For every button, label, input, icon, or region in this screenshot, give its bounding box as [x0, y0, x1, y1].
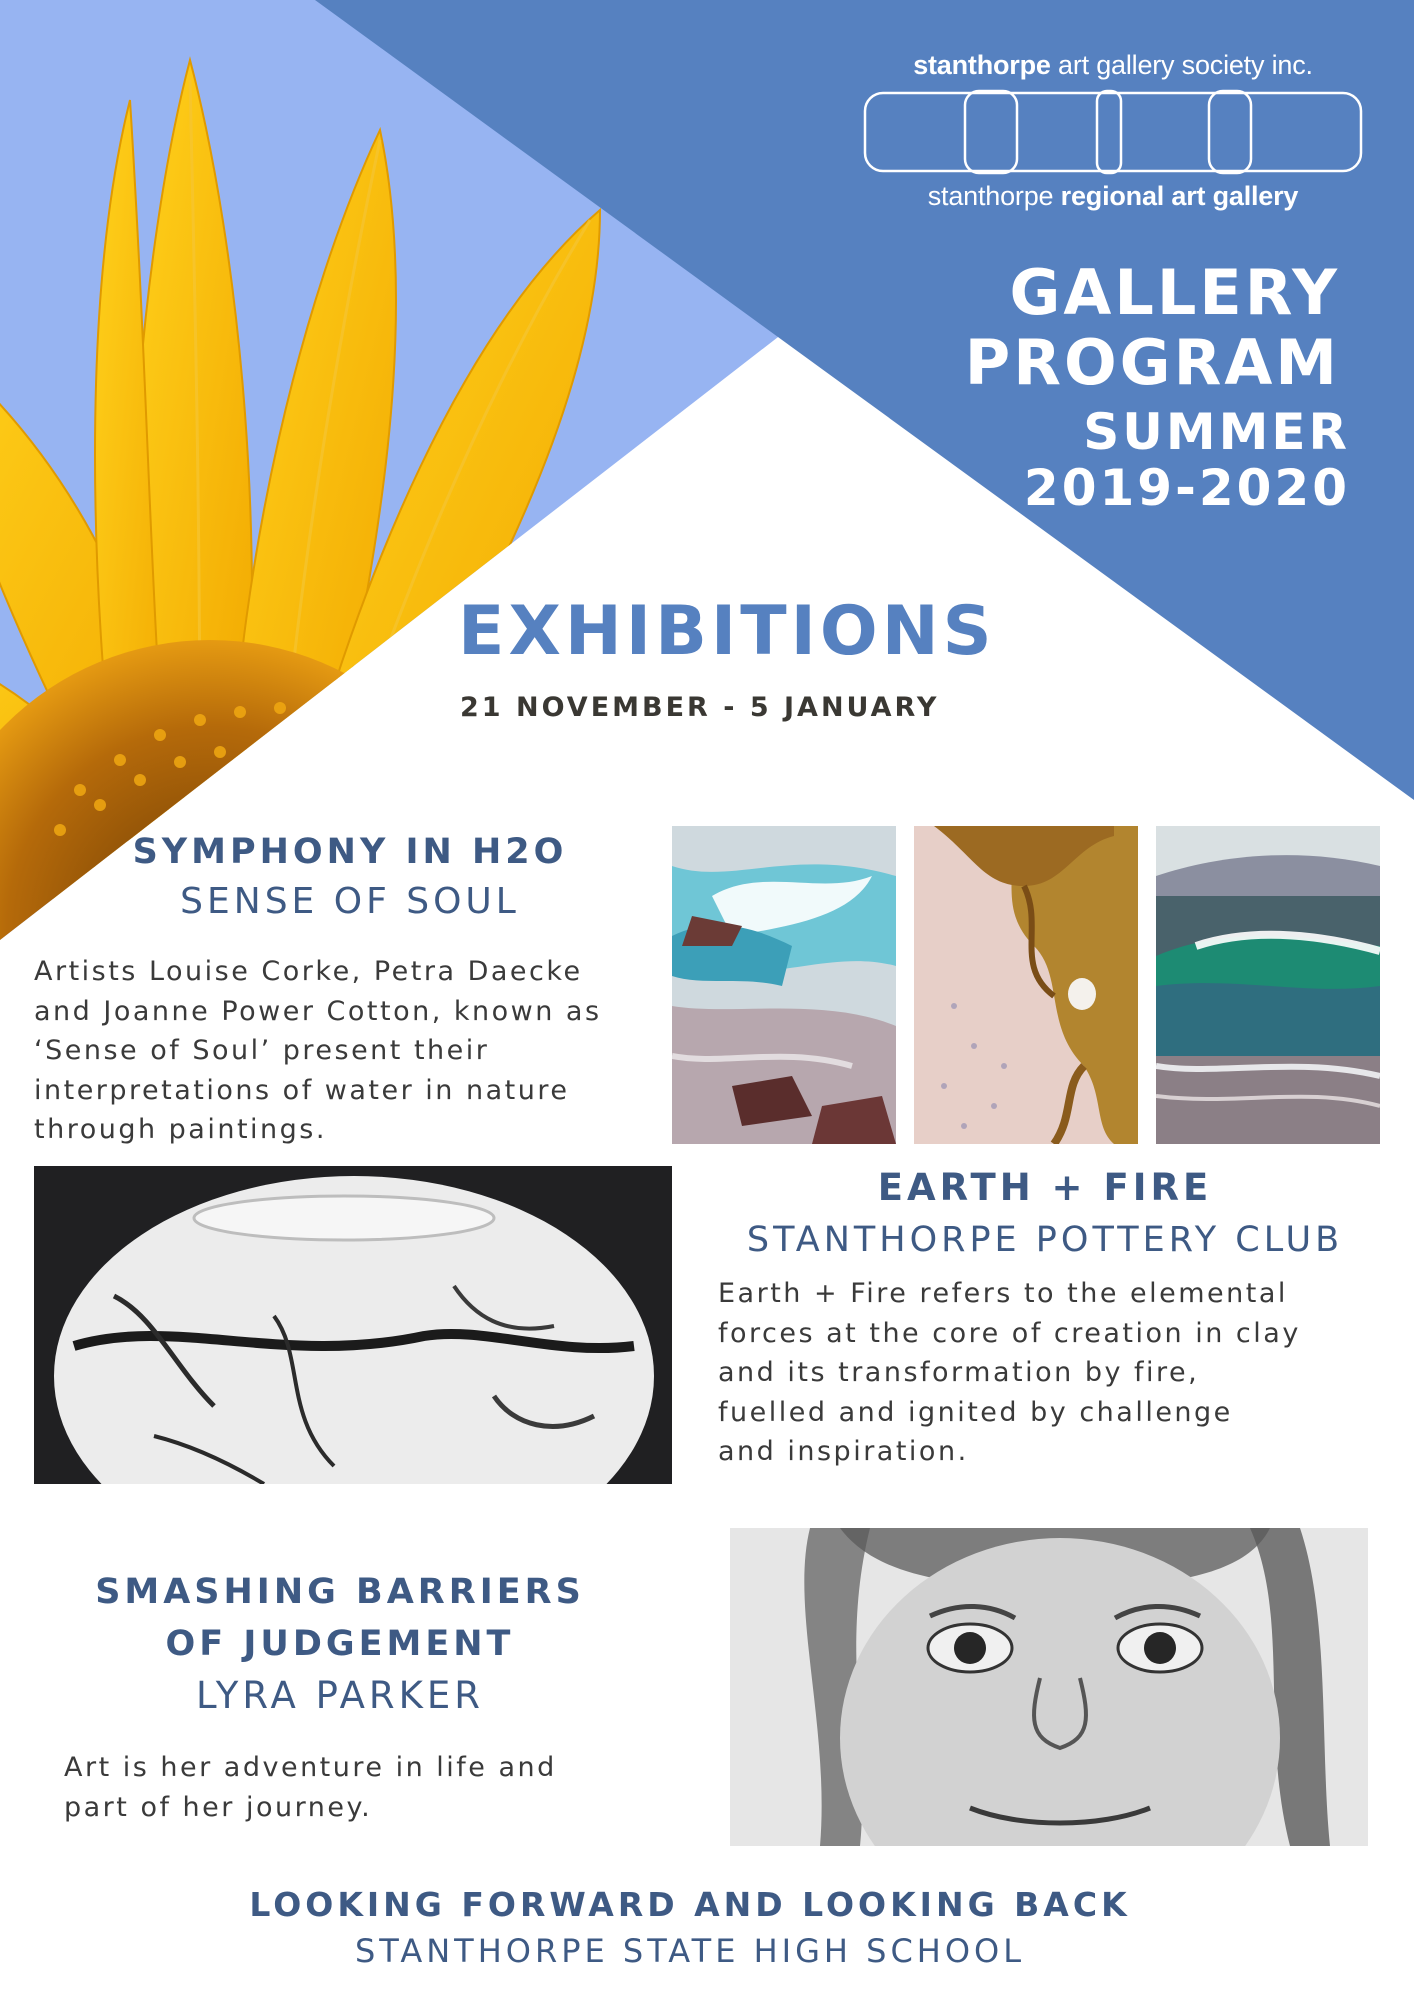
portrait-drawing — [730, 1528, 1368, 1846]
exhibitions-dates: 21 NOVEMBER - 5 JANUARY — [460, 692, 940, 723]
program-title — [965, 258, 1350, 516]
program-line-program: PROGRAM — [964, 326, 1340, 399]
seaweed-shell-painting — [914, 826, 1138, 1144]
earth-fire-line: Earth + Fire refers to the elemental — [718, 1278, 1288, 1309]
program-line-years: 2019-2020 — [1023, 459, 1350, 517]
symphony-description — [34, 952, 654, 1150]
smashing-heading — [30, 1566, 650, 1722]
symphony-line: Artists Louise Corke, Petra Daecke — [34, 956, 583, 987]
program-line-gallery: GALLERY — [1009, 256, 1340, 329]
pottery-vase-photo — [34, 1166, 672, 1484]
smashing-line: Art is her adventure in life and — [64, 1752, 557, 1783]
exhibitions-heading: EXHIBITIONS — [458, 592, 996, 671]
earth-fire-heading — [700, 1162, 1390, 1266]
earth-fire-line: and inspiration. — [718, 1436, 969, 1467]
looking-heading — [0, 1882, 1380, 1974]
earth-fire-line: and its transformation by fire, — [718, 1357, 1200, 1388]
wave-painting — [1156, 826, 1380, 1144]
society-name: stanthorpe art gallery society inc. — [913, 50, 1313, 80]
earth-fire-title: EARTH + FIRE — [877, 1166, 1213, 1209]
smashing-title-line1: SMASHING BARRIERS — [95, 1572, 585, 1612]
symphony-line: through paintings. — [34, 1114, 327, 1145]
logo-stones-icon — [863, 89, 1363, 175]
smashing-line: part of her journey. — [64, 1791, 373, 1823]
smashing-title-line2: OF JUDGEMENT — [165, 1624, 515, 1664]
earth-fire-line: forces at the core of creation in clay — [718, 1317, 1301, 1349]
smashing-subtitle: LYRA PARKER — [196, 1674, 484, 1717]
program-line-season: SUMMER — [1083, 403, 1350, 461]
looking-subtitle: STANTHORPE STATE HIGH SCHOOL — [354, 1932, 1026, 1970]
earth-fire-subtitle: STANTHORPE POTTERY CLUB — [746, 1220, 1344, 1260]
earth-fire-description — [718, 1274, 1398, 1472]
symphony-line: interpretations of water in nature — [34, 1074, 570, 1106]
symphony-heading — [30, 828, 670, 928]
symphony-line: ‘Sense of Soul’ present their — [34, 1035, 490, 1066]
symphony-subtitle: SENSE OF SOUL — [180, 881, 520, 922]
gallery-logo — [858, 50, 1368, 212]
earth-fire-line: fuelled and ignited by challenge — [718, 1396, 1233, 1428]
smashing-description — [64, 1748, 664, 1827]
symphony-line: and Joanne Power Cotton, known as — [34, 995, 602, 1027]
looking-title: LOOKING FORWARD AND LOOKING BACK — [249, 1885, 1131, 1924]
gallery-name: stanthorpe regional art gallery — [927, 181, 1299, 211]
seascape-painting-1 — [672, 826, 896, 1144]
symphony-title: SYMPHONY IN H2O — [132, 832, 568, 872]
